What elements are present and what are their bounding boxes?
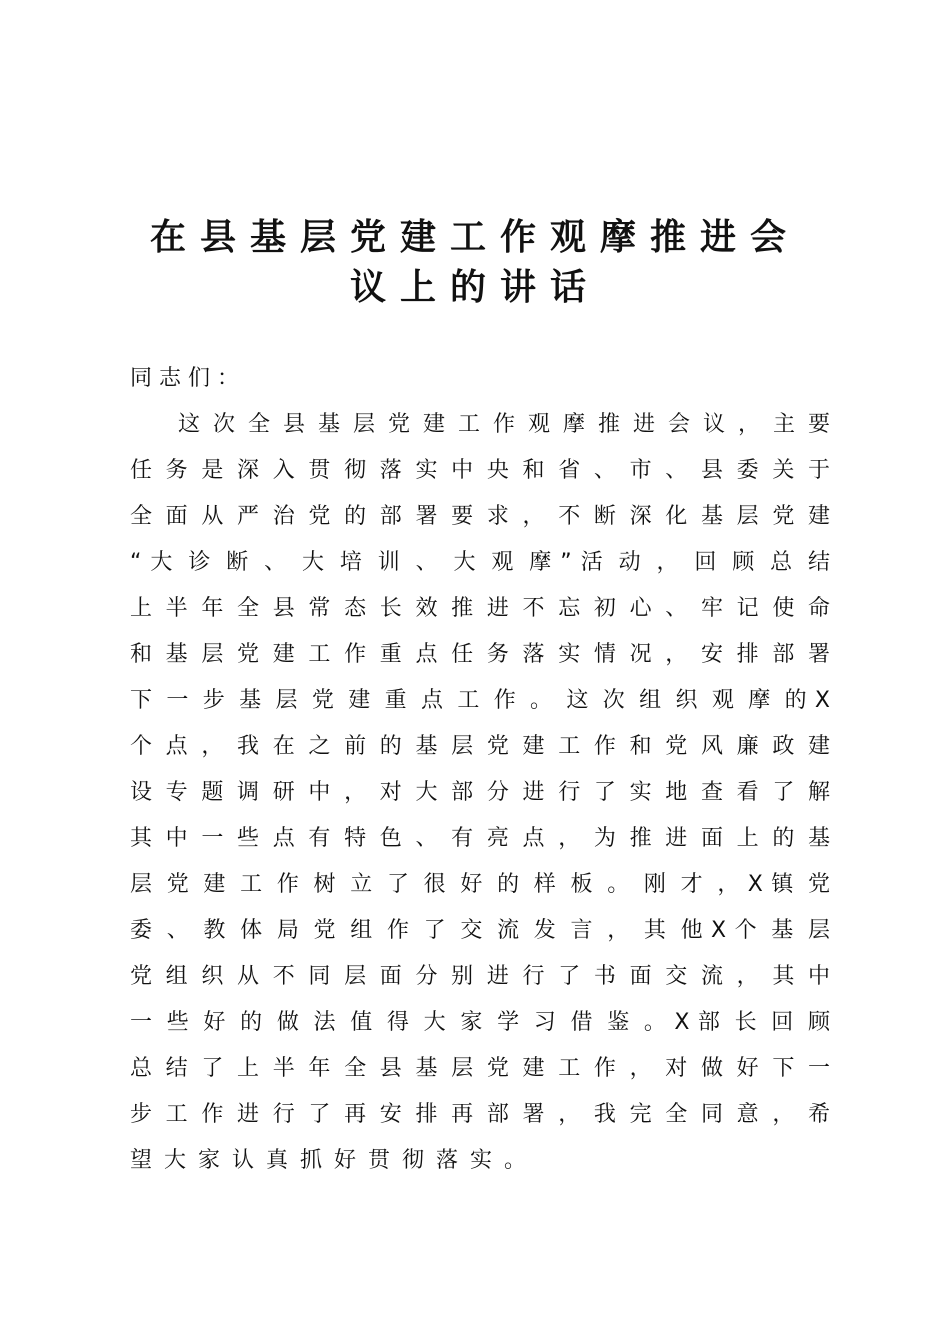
paragraph-line: 全 面 从 严 治 党 的 部 署 要 求 ， 不 断 深 化 基 层 党 建 bbox=[130, 504, 830, 529]
paragraph-line: 这 次 全 县 基 层 党 建 工 作 观 摩 推 进 会 议 ， 主 要 bbox=[178, 412, 830, 437]
paragraph-line: 上 半 年 全 县 常 态 长 效 推 进 不 忘 初 心 、 牢 记 使 命 bbox=[130, 596, 830, 621]
paragraph-line: 下 一 步 基 层 党 建 重 点 工 作 。 这 次 组 织 观 摩 的 X bbox=[130, 688, 830, 713]
document-body bbox=[130, 356, 830, 1184]
paragraph-line: 总 结 了 上 半 年 全 县 基 层 党 建 工 作 ， 对 做 好 下 一 bbox=[130, 1056, 830, 1081]
paragraph-line: 委 、 教 体 局 党 组 作 了 交 流 发 言 ， 其 他 X 个 基 层 bbox=[130, 918, 830, 943]
paragraph-line: 步 工 作 进 行 了 再 安 排 再 部 署 ， 我 完 全 同 意 ， 希 bbox=[130, 1102, 830, 1127]
title-line-2: 议上的讲话 bbox=[349, 266, 600, 308]
paragraph-line: 层 党 建 工 作 树 立 了 很 好 的 样 板 。 刚 才 ， X 镇 党 bbox=[130, 872, 830, 897]
salutation: 同志们： bbox=[130, 366, 247, 391]
paragraph-line: 个 点 ， 我 在 之 前 的 基 层 党 建 工 作 和 党 风 廉 政 建 bbox=[130, 734, 830, 759]
title-line-1: 在县基层党建工作观摩推进会 bbox=[149, 216, 800, 258]
paragraph-line: 望大家认真抓好贯彻落实。 bbox=[130, 1148, 539, 1173]
paragraph-line: 一 些 好 的 做 法 值 得 大 家 学 习 借 鉴 。 X 部 长 回 顾 bbox=[130, 1010, 830, 1035]
paragraph-line: 党 组 织 从 不 同 层 面 分 别 进 行 了 书 面 交 流 ， 其 中 bbox=[130, 964, 830, 989]
paragraph-line: 和 基 层 党 建 工 作 重 点 任 务 落 实 情 况 ， 安 排 部 署 bbox=[130, 642, 830, 667]
paragraph-line: “ 大 诊 断 、 大 培 训 、 大 观 摩 ” 活 动 ， 回 顾 总 结 bbox=[130, 550, 830, 575]
paragraph-line: 其 中 一 些 点 有 特 色 、 有 亮 点 ， 为 推 进 面 上 的 基 bbox=[130, 826, 830, 851]
paragraph-line: 任 务 是 深 入 贯 彻 落 实 中 央 和 省 、 市 、 县 委 关 于 bbox=[130, 458, 830, 483]
paragraph-line: 设 专 题 调 研 中 ， 对 大 部 分 进 行 了 实 地 查 看 了 解 bbox=[130, 780, 830, 805]
paragraph bbox=[130, 402, 830, 1184]
document-title bbox=[60, 212, 890, 312]
